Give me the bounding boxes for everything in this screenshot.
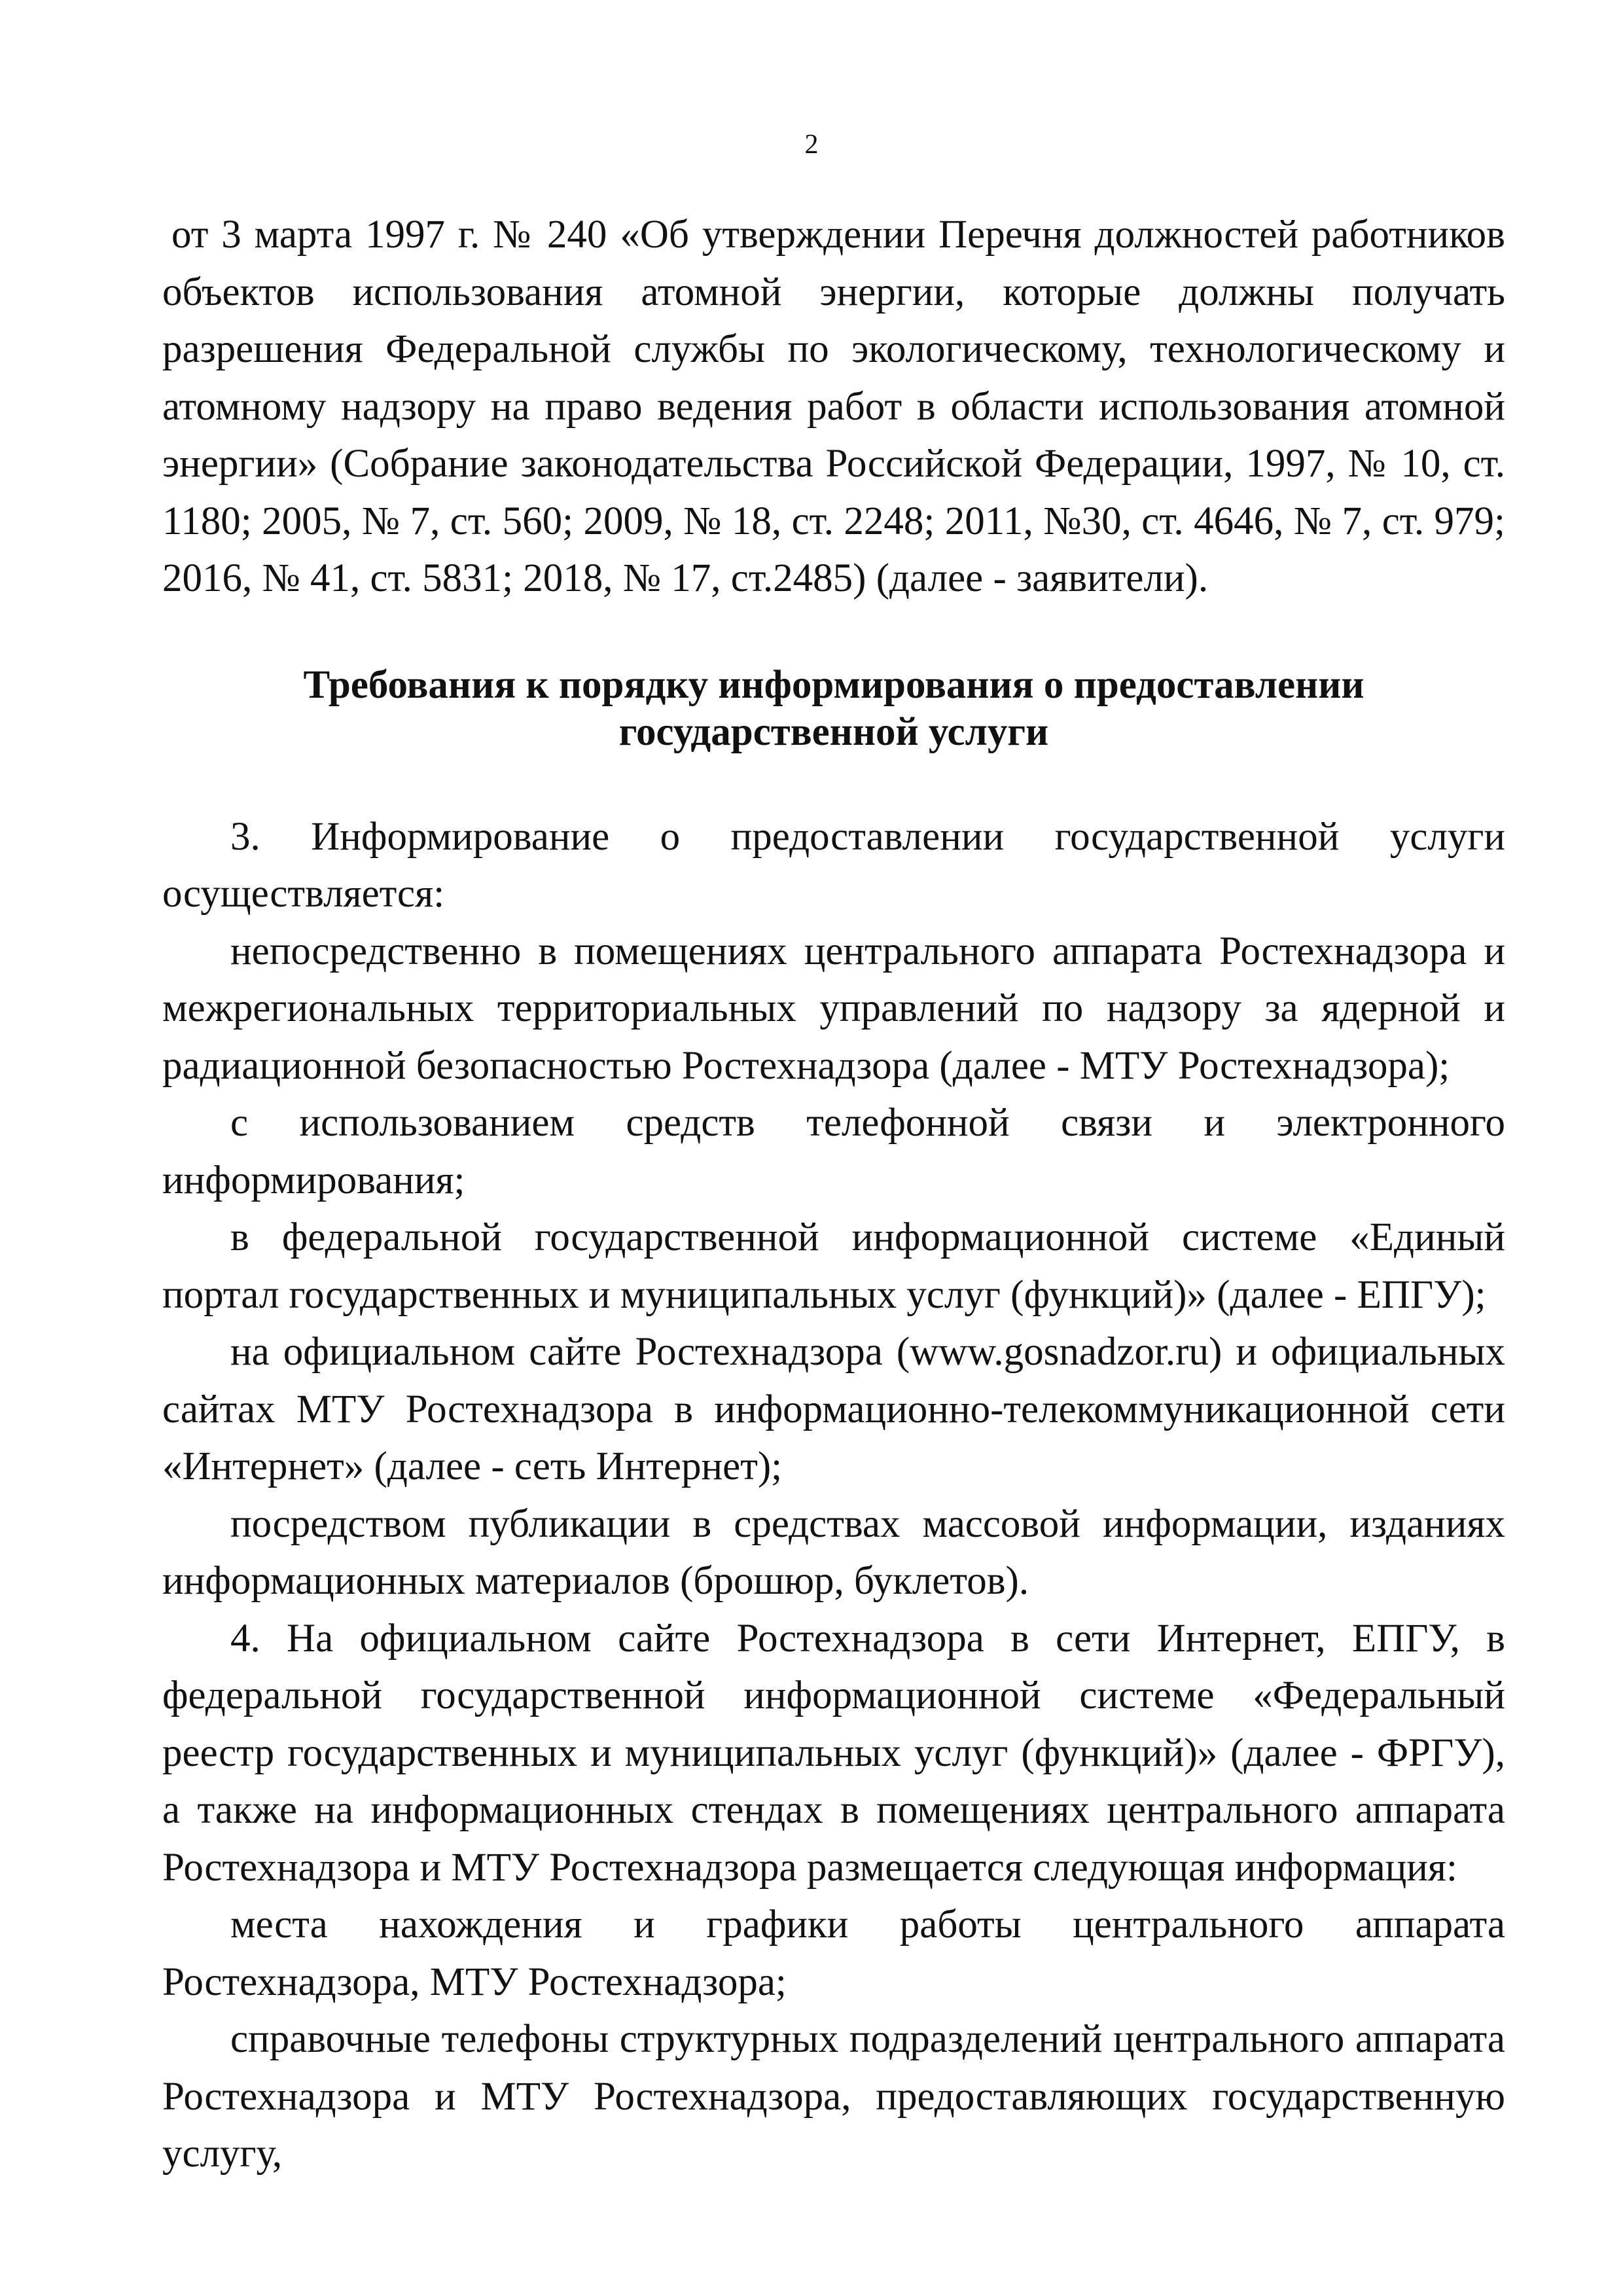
document-body [162, 206, 1505, 2183]
section-heading-line-1: Требования к порядку информирования о предоставлении [303, 662, 1364, 707]
paragraph-mass-media: посредством публикации в средствах массовой информации, изданиях информационных материалов (брошюр, буклетов). [162, 1501, 1505, 1603]
paragraph-item-3: 3. Информирование о предоставлении государственной услуги осуществляется: [162, 814, 1505, 916]
paragraph-epgu: в федеральной государственной информационной системе «Единый портал государственных и муниципальных услуг (функций)» (далее - ЕПГУ); [162, 1215, 1505, 1317]
section-heading [162, 662, 1505, 756]
paragraph-phone-electronic: с использованием средств телефонной связи и электронного информирования; [162, 1101, 1505, 1202]
intro-paragraph: от 3 марта 1997 г. № 240 «Об утверждении Перечня должностей работников объектов использования атомной энергии, которые должны получать разрешения Федеральной службы по экологическому, технологическому и атомному надзору на право ведения работ в области использования атомной энергии» (Собрание законодательства Российской Федерации, 1997, № 10, ст. 1180; 2005, № 7, ст. 560; 2009, № 18, ст. 2248; 2011, №30, ст. 4646, № 7, ст. 979; 2016, № 41, ст. 5831; 2018, № 17, ст.2485) (далее - заявители). [162, 213, 1505, 600]
paragraph-item-4: 4. На официальном сайте Ростехнадзора в сети Интернет, ЕПГУ, в федеральной государственной информационной системе «Федеральный реестр государственных и муниципальных услуг (функций)» (далее - ФРГУ), а также на информационных стендах в помещениях центрального аппарата Ростехнадзора и МТУ Ростехнадзора размещается следующая информация: [162, 1616, 1505, 1890]
paragraph-locations-schedules: места нахождения и графики работы центрального аппарата Ростехнадзора, МТУ Ростехнадзора; [162, 1903, 1505, 2004]
paragraph-reference-phones: справочные телефоны структурных подразделений центрального аппарата Ростехнадзора и МТУ Ростехнадзора, предоставляющих государственную услугу, [162, 2017, 1505, 2176]
section-heading-line-2: государственной услуги [618, 709, 1049, 754]
page-number: 2 [804, 130, 819, 160]
paragraph-official-site: на официальном сайте Ростехнадзора (www.gosnadzor.ru) и официальных сайтах МТУ Ростехнадзора в информационно-телекоммуникационной сети «Интернет» (далее - сеть Интернет); [162, 1330, 1505, 1488]
paragraph-direct-premises: непосредственно в помещениях центрального аппарата Ростехнадзора и межрегиональных территориальных управлений по надзору за ядерной и радиационной безопасностью Ростехнадзора (далее - МТУ Ростехнадзора); [162, 929, 1505, 1088]
